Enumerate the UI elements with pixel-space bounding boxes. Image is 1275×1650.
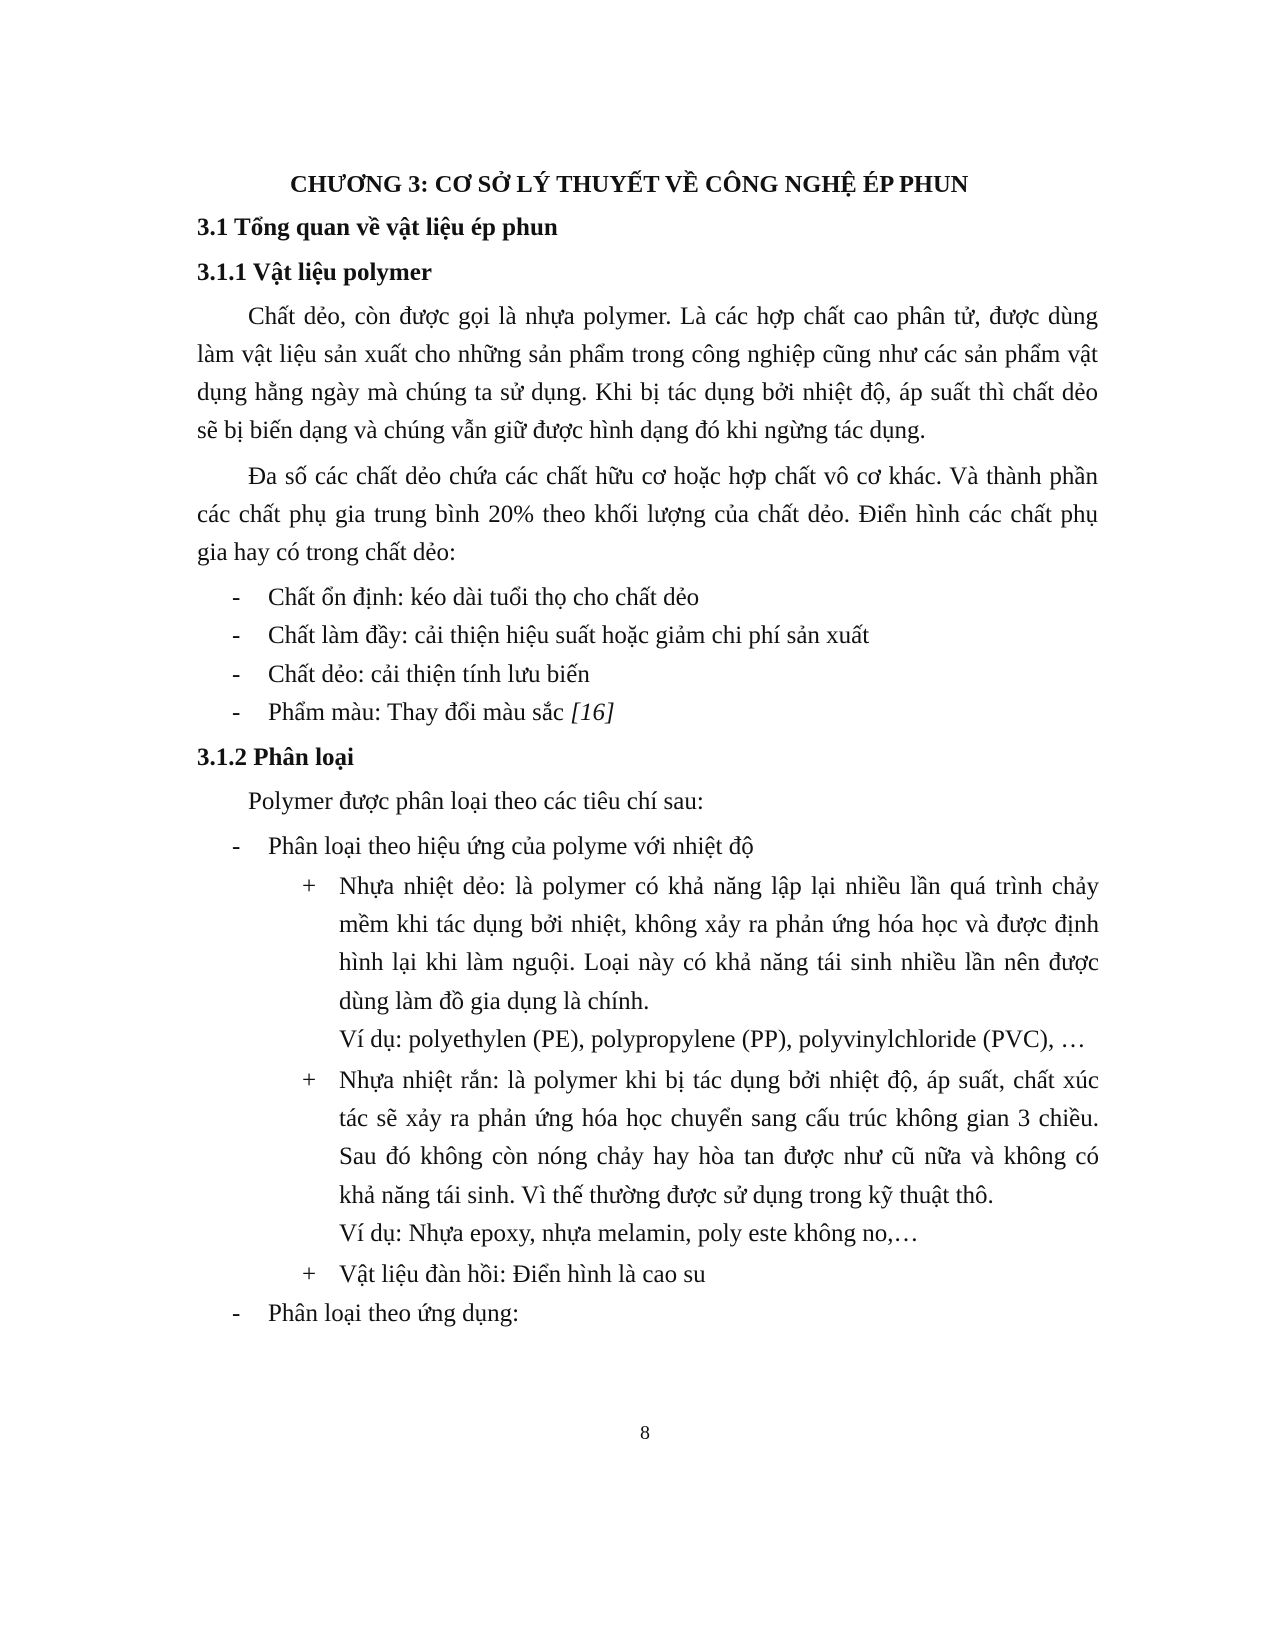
thermoplastic-line: hình lại khi làm nguội. Loại này có khả năng tái sinh nhiều lần nên được <box>339 949 1099 976</box>
thermoset-example: Ví dụ: Nhựa epoxy, nhựa melamin, poly este không no,… <box>339 1220 919 1247</box>
citation: [16] <box>570 699 615 726</box>
chapter-title: CHƯƠNG 3: CƠ SỞ LÝ THUYẾT VỀ CÔNG NGHỆ ÉP PHUN <box>290 171 969 198</box>
bullet-dash: - <box>232 622 241 649</box>
list-item-elastomer: Vật liệu đàn hồi: Điển hình là cao su <box>339 1261 706 1288</box>
thermoset-line: tác sẽ xảy ra phản ứng hóa học chuyển sang cấu trúc không gian 3 chiều. <box>339 1105 1099 1132</box>
list-item-colorant <box>268 698 615 728</box>
paragraph-line: các chất phụ gia trung bình 20% theo khối lượng của chất dẻo. Điển hình các chất phụ <box>197 501 1098 528</box>
bullet-dash: - <box>232 584 241 611</box>
bullet-dash: - <box>232 661 241 688</box>
list-item-plasticizer: Chất dẻo: cải thiện tính lưu biến <box>268 661 590 688</box>
list-item-stabilizer: Chất ổn định: kéo dài tuổi thọ cho chất dẻo <box>268 584 700 611</box>
paragraph-line: gia hay có trong chất dẻo: <box>197 539 456 566</box>
paragraph-line: sẽ bị biến dạng và chúng vẫn giữ được hình dạng đó khi ngừng tác dụng. <box>197 417 926 444</box>
thermoset-line: Nhựa nhiệt rắn: là polymer khi bị tác dụng bởi nhiệt độ, áp suất, chất xúc <box>339 1067 1099 1094</box>
thermoplastic-example: Ví dụ: polyethylen (PE), polypropylene (PP), polyvinylchloride (PVC), … <box>339 1026 1086 1053</box>
thermoset-line: Sau đó không còn nóng chảy hay hòa tan được như cũ nữa và không có <box>339 1143 1099 1170</box>
section-heading-3-1-2: 3.1.2 Phân loại <box>197 744 354 771</box>
bullet-dash: - <box>232 833 241 860</box>
classification-intro: Polymer được phân loại theo các tiêu chí sau: <box>248 788 704 815</box>
list-item-filler: Chất làm đầy: cải thiện hiệu suất hoặc giảm chi phí sản xuất <box>268 622 870 649</box>
bullet-plus: + <box>302 1261 317 1288</box>
bullet-dash: - <box>232 1300 241 1327</box>
section-heading-3-1-1: 3.1.1 Vật liệu polymer <box>197 259 432 286</box>
bullet-dash: - <box>232 699 241 726</box>
thermoplastic-line: mềm khi tác dụng bởi nhiệt, không xảy ra phản ứng hóa học và được định <box>339 911 1099 938</box>
thermoset-line: khả năng tái sinh. Vì thế thường được sử dụng trong kỹ thuật thô. <box>339 1182 994 1209</box>
list-item-by-application: Phân loại theo ứng dụng: <box>268 1300 520 1327</box>
list-item-by-heat: Phân loại theo hiệu ứng của polyme với nhiệt độ <box>268 833 754 860</box>
thermoplastic-line: dùng làm đồ gia dụng là chính. <box>339 988 650 1015</box>
thermoplastic-line: Nhựa nhiệt dẻo: là polymer có khả năng lập lại nhiều lần quá trình chảy <box>339 873 1099 900</box>
list-item-colorant-text: Phẩm màu: Thay đổi màu sắc <box>268 699 571 726</box>
section-heading-3-1: 3.1 Tổng quan về vật liệu ép phun <box>197 214 558 241</box>
paragraph-line: Đa số các chất dẻo chứa các chất hữu cơ hoặc hợp chất vô cơ khác. Và thành phần <box>248 463 1098 490</box>
paragraph-line: Chất dẻo, còn được gọi là nhựa polymer. Là các hợp chất cao phân tử, được dùng <box>248 303 1098 330</box>
paragraph-line: dụng hằng ngày mà chúng ta sử dụng. Khi bị tác dụng bởi nhiệt độ, áp suất thì chất dẻo <box>197 379 1098 406</box>
bullet-plus: + <box>302 873 317 900</box>
bullet-plus: + <box>302 1067 317 1094</box>
paragraph-line: làm vật liệu sản xuất cho những sản phẩm trong công nghiệp cũng như các sản phẩm vật <box>197 341 1098 368</box>
page-number: 8 <box>640 1422 650 1444</box>
